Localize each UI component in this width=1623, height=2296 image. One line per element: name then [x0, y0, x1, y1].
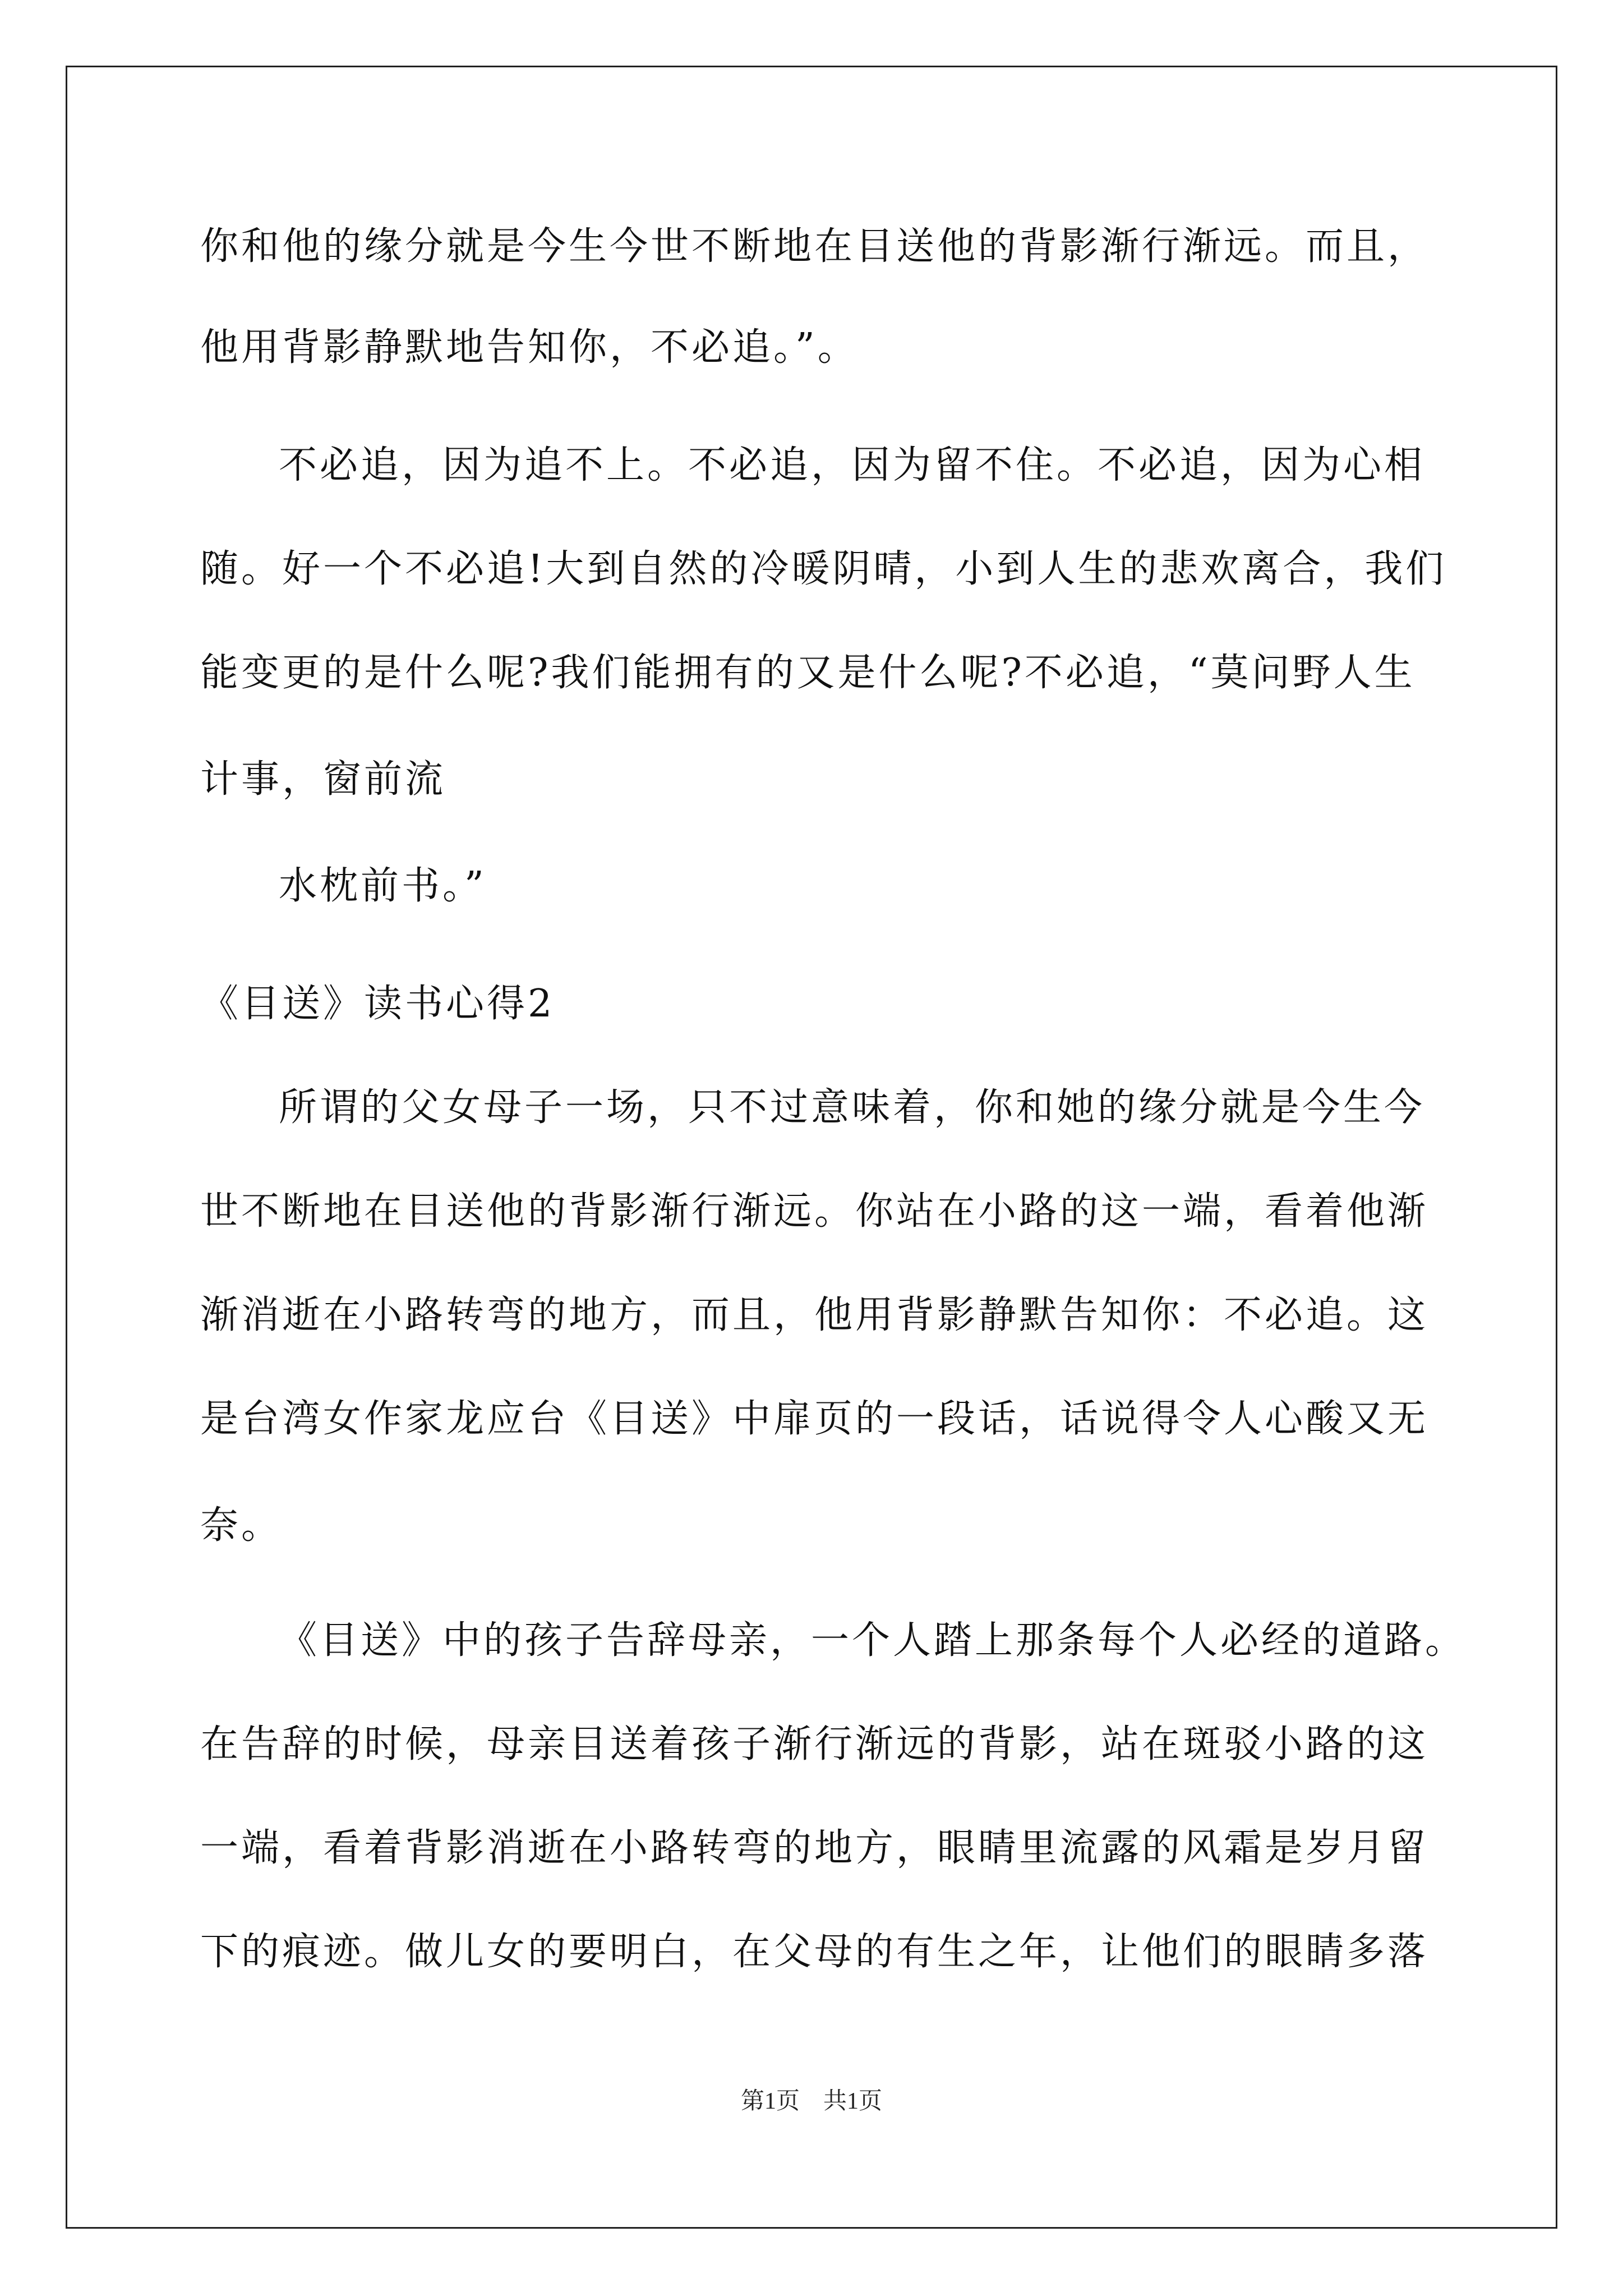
page-number: 第1页 共1页 — [740, 2088, 882, 2114]
paragraph-line: 是台湾女作家龙应台《目送》中扉页的一段话，话说得令人心酸又无 — [200, 1397, 1429, 1441]
paragraph-line: 渐消逝在小路转弯的地方，而且，他用背影静默告知你：不必追。这 — [200, 1293, 1429, 1337]
paragraph-line: 能变更的是什么呢?我们能拥有的又是什么呢?不必追，“莫问野人生 — [200, 651, 1415, 695]
paragraph-line: 不必追，因为追不上。不必追，因为留不住。不必追，因为心相 — [279, 443, 1426, 487]
paragraph-line: 世不断地在目送他的背影渐行渐远。你站在小路的这一端，看着他渐 — [200, 1189, 1429, 1234]
paragraph-line: 下的痕迹。做儿女的要明白，在父母的有生之年，让他们的眼睛多落 — [200, 1930, 1429, 1974]
paragraph-line: 所谓的父女母子一场，只不过意味着，你和她的缘分就是今生今 — [279, 1085, 1426, 1130]
paragraph-line: 水枕前书。” — [279, 864, 487, 908]
paragraph-line: 《目送》中的孩子告辞母亲，一个人踏上那条每个人必经的道路。 — [279, 1618, 1467, 1663]
section-heading: 《目送》读书心得2 — [200, 982, 555, 1026]
page-border — [66, 66, 1557, 2229]
paragraph-line: 一端，看着背影消逝在小路转弯的地方，眼睛里流露的风霜是岁月留 — [200, 1826, 1429, 1870]
paragraph-line: 计事，窗前流 — [200, 757, 446, 802]
paragraph-line: 你和他的缘分就是今生今世不断地在目送他的背影渐行渐远。而且， — [200, 224, 1429, 269]
paragraph-line: 他用背影静默地告知你，不必追。”。 — [200, 325, 859, 370]
paragraph-line: 随。好一个不必追!大到自然的冷暖阴晴，小到人生的悲欢离合，我们 — [200, 547, 1447, 591]
paragraph-line: 奈。 — [200, 1503, 283, 1548]
paragraph-line: 在告辞的时候，母亲目送着孩子渐行渐远的背影，站在斑驳小路的这 — [200, 1722, 1429, 1766]
